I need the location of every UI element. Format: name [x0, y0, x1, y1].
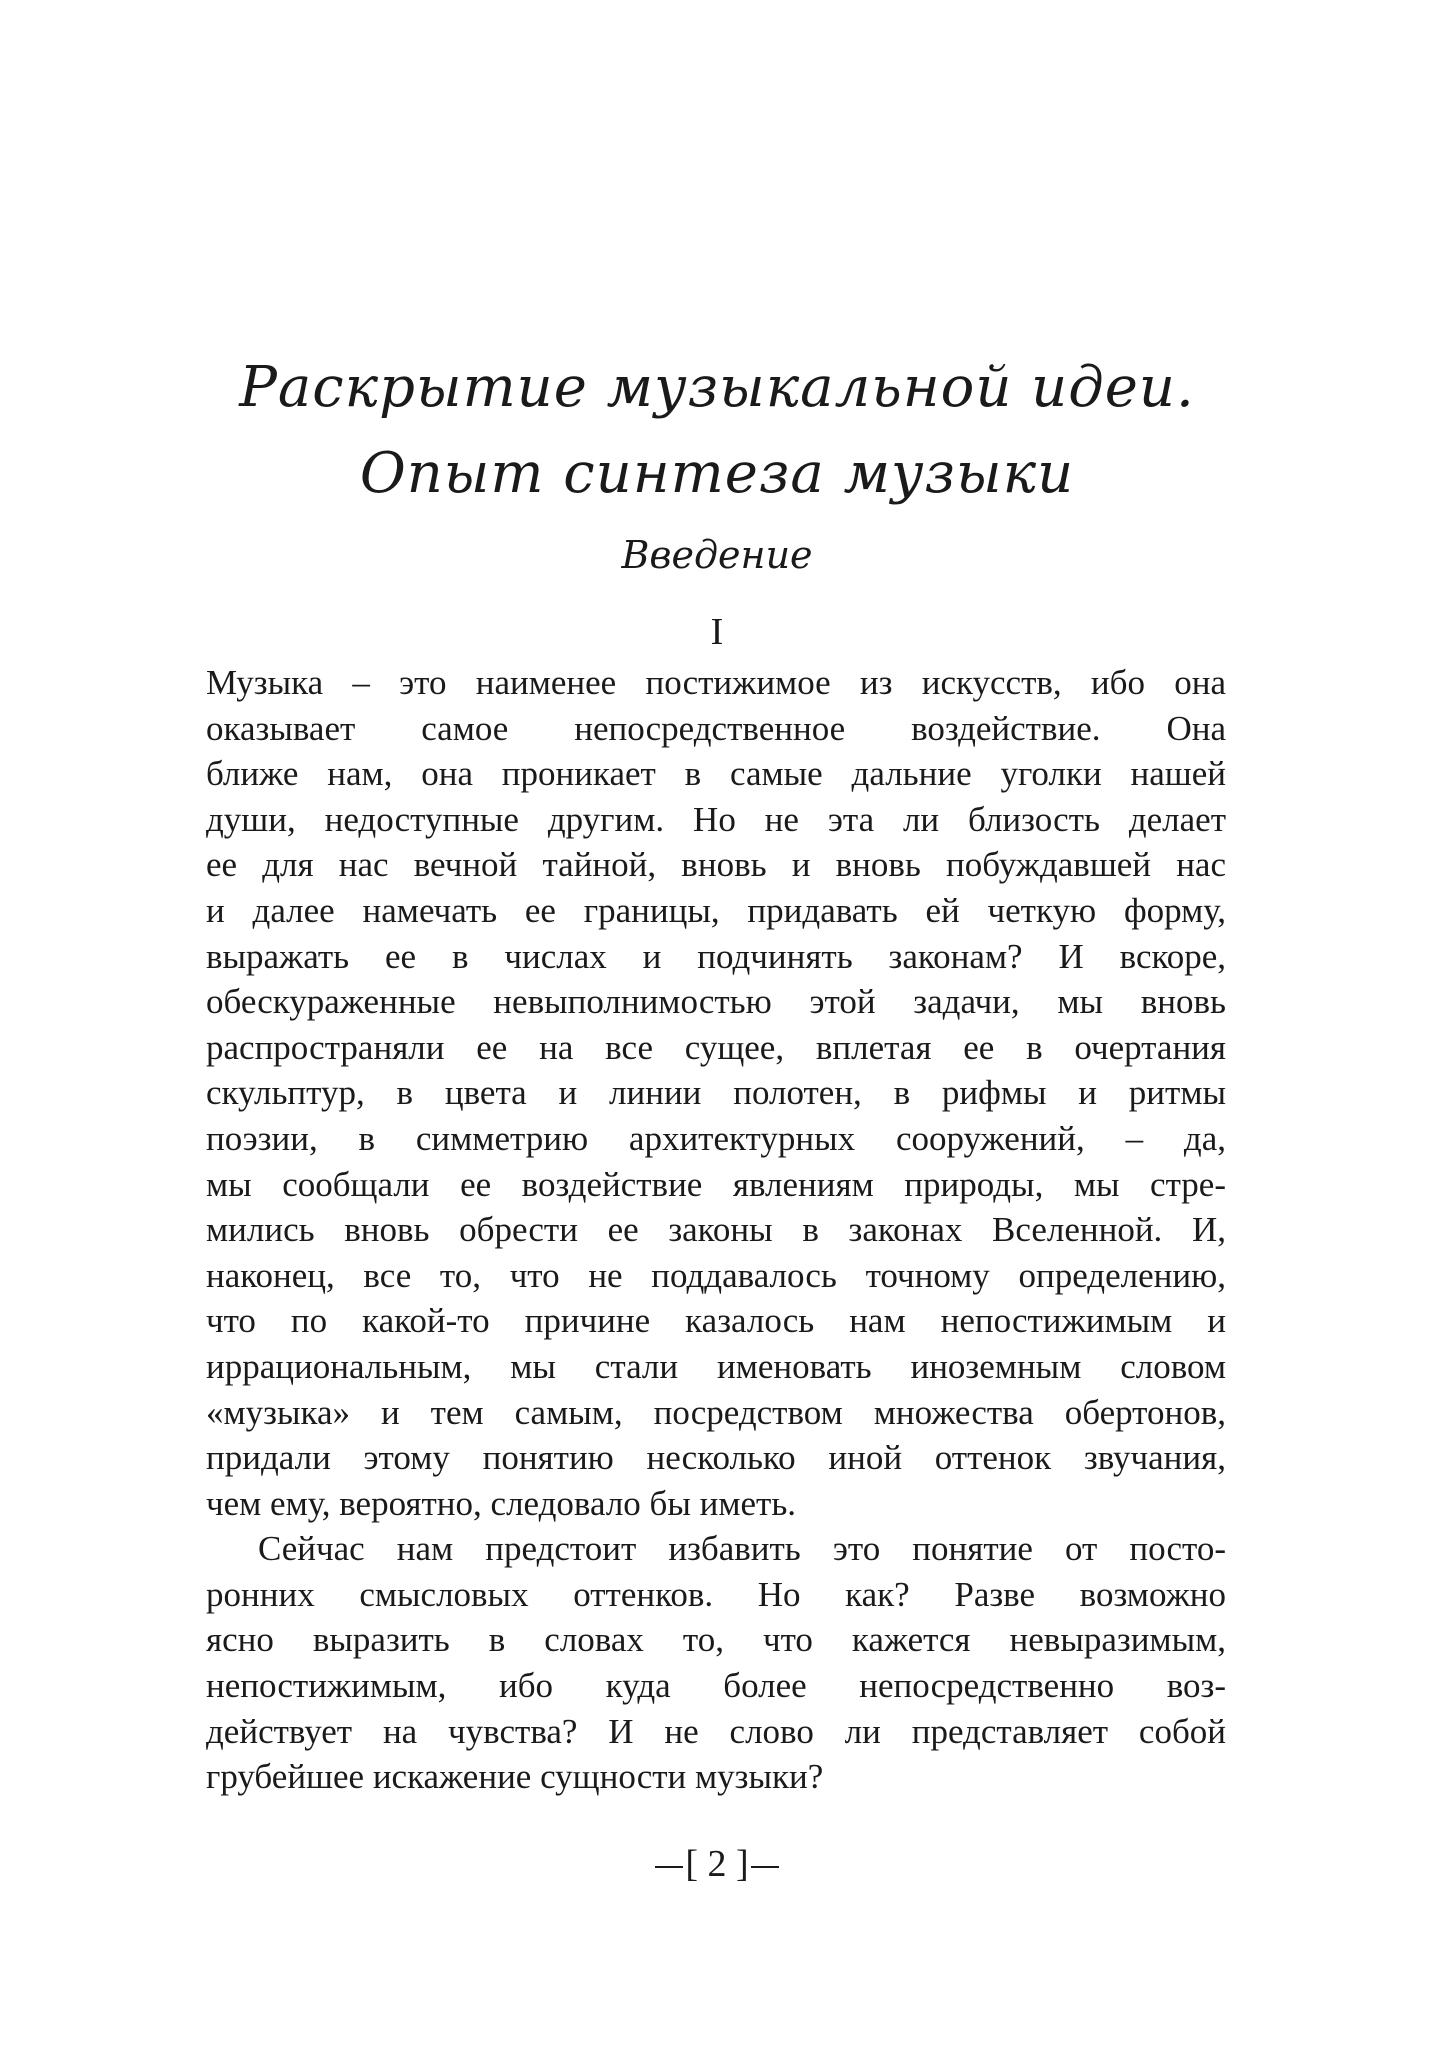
text-line: грубейшее искажение сущности музыки?	[206, 1757, 824, 1797]
paragraph-2	[206, 1526, 1226, 1800]
text-line: поэзии, в симметрию архитектурных сооружений, – да,	[206, 1118, 1226, 1158]
text-line: оказывает самое непосредственное воздействие. Она	[206, 708, 1226, 748]
text-line: души, недоступные другим. Но не эта ли близость делает	[206, 799, 1226, 839]
folio-left-dash	[655, 1866, 683, 1868]
text-line: обескураженные невыполнимостью этой задачи, мы вновь	[206, 982, 1226, 1022]
text-line: скульптур, в цвета и линии полотен, в рифмы и ритмы	[206, 1073, 1226, 1113]
chapter-title-line-2: Опыт синтеза музыки	[359, 441, 1075, 506]
part-numeral: I	[710, 611, 724, 653]
text-line: ее для нас вечной тайной, вновь и вновь побуждавшей нас	[206, 845, 1226, 885]
paragraph-1	[206, 660, 1226, 1526]
text-line: непостижимым, ибо куда более непосредственно воз-	[206, 1666, 1226, 1706]
section-heading: Введение	[621, 533, 813, 577]
text-line: «музыка» и тем самым, посредством множества обертонов,	[206, 1392, 1226, 1432]
folio-right-dash	[751, 1866, 779, 1868]
page-number-footer: [ 2 ]	[0, 1840, 1434, 1888]
text-line: и далее намечать ее границы, придавать ей четкую форму,	[206, 890, 1226, 930]
text-line: ясно выразить в словах то, что кажется невыразимым,	[206, 1620, 1226, 1660]
text-line: действует на чувства? И не слово ли представляет собой	[206, 1711, 1226, 1751]
text-line: что по какой-то причине казалось нам непостижимым и	[206, 1301, 1226, 1341]
text-line: мы сообщали ее воздействие явлениям природы, мы стре-	[206, 1164, 1226, 1204]
text-line: чем ему, вероятно, следовало бы иметь.	[206, 1483, 797, 1523]
page-number: 2	[707, 1843, 727, 1885]
text-line: мились вновь обрести ее законы в законах Вселенной. И,	[206, 1210, 1226, 1250]
body-text	[206, 660, 1226, 1800]
text-line: Сейчас нам предстоит избавить это понятие от посто-	[258, 1529, 1226, 1569]
text-line: наконец, все то, что не поддавалось точному определению,	[206, 1255, 1226, 1295]
text-line: Музыка – это наименее постижимое из искусств, ибо она	[206, 663, 1226, 702]
chapter-title-line-1: Раскрытие музыкальной идеи.	[239, 355, 1195, 420]
text-line: ронних смысловых оттенков. Но как? Разве возможно	[206, 1574, 1226, 1614]
text-line: выражать ее в числах и подчинять законам? И вскоре,	[206, 936, 1226, 976]
text-line: ближе нам, она проникает в самые дальние уголки нашей	[206, 754, 1226, 794]
text-line: придали этому понятию несколько иной оттенок звучания,	[206, 1438, 1226, 1478]
text-line: иррациональным, мы стали именовать иноземным словом	[206, 1346, 1226, 1386]
text-line: распространяли ее на все сущее, вплетая ее в очертания	[206, 1027, 1226, 1067]
